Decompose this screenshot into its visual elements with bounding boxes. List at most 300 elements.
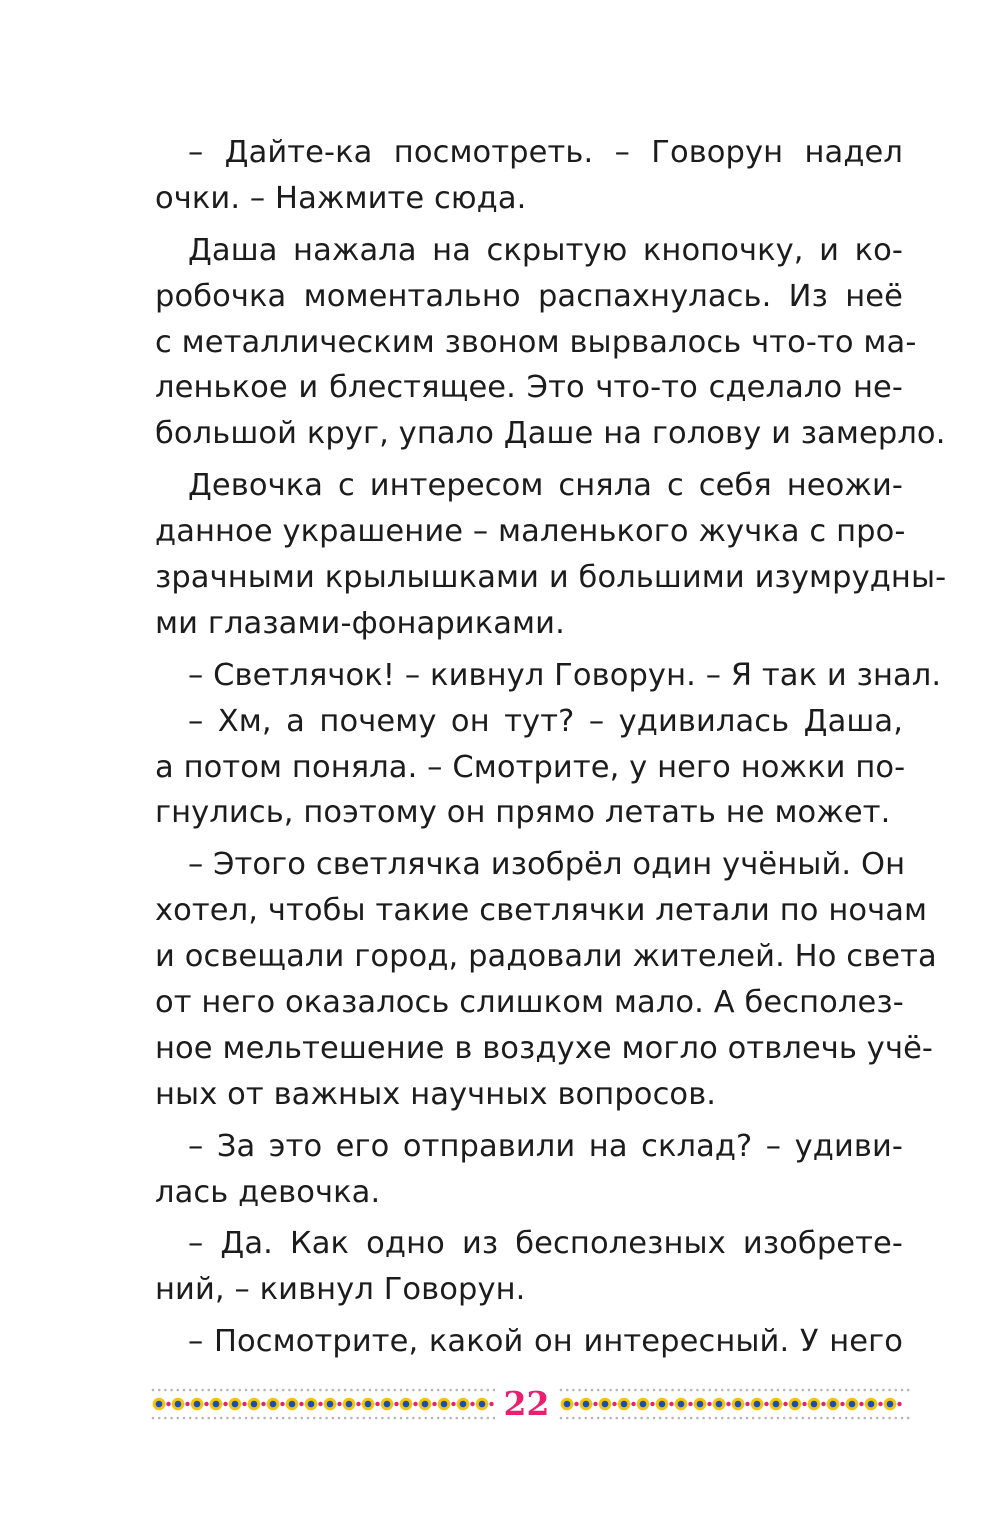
ornament-dot [318,1402,322,1406]
ornament-center [792,1401,799,1408]
ornament-dot [851,1417,854,1420]
ornament-dot [795,1389,798,1392]
ornament-dot [288,1389,291,1392]
ornament-dot [650,1402,654,1406]
ornament-dot [659,1389,662,1392]
ornament-dot [356,1402,360,1406]
text-line: – Да. Как одно из бесполезных изобрете- [188,1226,903,1262]
text-line: робочка моментально распахнулась. Из неё [155,278,903,314]
page-text [155,130,947,1365]
ornament-dot [585,1389,588,1392]
ornament-dot [152,1417,155,1420]
ornament-dot [864,1389,867,1392]
text-line: – Посмотрите, какой он интересный. У него [188,1324,903,1360]
ornament-dot [319,1389,322,1392]
ornament-dot [851,1389,854,1392]
ornament-center [422,1401,429,1408]
ornament-dot [158,1417,161,1420]
ornament-center [441,1401,448,1408]
ornament-dot [820,1417,823,1420]
ornament-dot [859,1402,863,1406]
ornament-dot [158,1389,161,1392]
ornament-dot [325,1417,328,1420]
text-line: ний, – кивнул Говорун. [155,1272,526,1308]
ornament-dot [578,1417,581,1420]
ornament-dot [864,1417,867,1420]
ornament-dot [745,1402,749,1406]
ornament-center [365,1401,372,1408]
ornament-dot [356,1417,359,1420]
ornament-dot [301,1389,304,1392]
ornament-dot [585,1417,588,1420]
ornament-dot [609,1417,612,1420]
ornament-dot [833,1389,836,1392]
ornament-dot [882,1389,885,1392]
ornament-dot [387,1389,390,1392]
ornament-center [678,1401,685,1408]
ornament-dot [678,1417,681,1420]
ornament-dot [901,1417,904,1420]
ornament-dot [609,1389,612,1392]
text-line: ми глазами-фонариками. [155,605,565,641]
ornament-dot [204,1402,208,1406]
ornament-dot [665,1389,668,1392]
ornament-dot [381,1417,384,1420]
ornament-dot [684,1389,687,1392]
ornament-dot [758,1417,761,1420]
ornament-dot [270,1417,273,1420]
ornament-dot [400,1417,403,1420]
ornament-dot [270,1389,273,1392]
ornament-center [849,1401,856,1408]
ornament-dot [783,1417,786,1420]
ornament-dot [802,1417,805,1420]
ornament-dot [451,1402,455,1406]
ornament-dot [709,1389,712,1392]
ornament-dot [487,1389,490,1392]
text-line: лась девочка. [155,1174,381,1210]
ornament-dot [220,1389,223,1392]
ornament-dot [707,1402,711,1406]
ornament-dot [752,1417,755,1420]
text-line: Девочка с интересом сняла с себя неожи- [188,468,903,504]
ornament-dot [895,1389,898,1392]
ornament-dot [715,1417,718,1420]
ornament-dot [690,1389,693,1392]
ornament-dot [164,1389,167,1392]
ornament-dot [425,1389,428,1392]
ornament-dot [418,1417,421,1420]
text-line: зрачными крылышками и большими изумрудны- [155,560,947,596]
ornament-dot [665,1417,668,1420]
ornament-dot [489,1402,493,1406]
ornament-dot [239,1389,242,1392]
dot-ornament-left [150,1386,495,1422]
ornament-dot [369,1389,372,1392]
ornament-center [156,1401,163,1408]
ornament-dot [783,1402,787,1406]
ornament-center [716,1401,723,1408]
ornament-dot [214,1389,217,1392]
ornament-dot [185,1402,189,1406]
ornament-dot [659,1417,662,1420]
text-line: – Светлячок! – кивнул Говорун. – Я так и знал. [188,657,942,693]
ornament-dot [201,1417,204,1420]
ornament-dot [777,1389,780,1392]
text-line: с металлическим звоном вырвалось что-то ма- [155,324,917,360]
ornament-center [602,1401,609,1408]
ornament-dot [647,1389,650,1392]
ornament-dot [437,1389,440,1392]
ornament-dot [721,1417,724,1420]
ornament-dot [294,1389,297,1392]
ornament-dot [789,1389,792,1392]
ornament-center [754,1401,761,1408]
ornament-center [327,1401,334,1408]
ornament-dot [634,1417,637,1420]
ornament-dot [603,1417,606,1420]
ornament-dot [375,1417,378,1420]
ornament-dot [795,1417,798,1420]
ornament-center [697,1401,704,1408]
page-number: 22 [503,1384,550,1423]
ornament-dot [375,1402,379,1406]
text-line: – Этого светлячка изобрёл один учёный. Он [188,847,906,883]
ornament-dot [214,1417,217,1420]
ornament-dot [597,1389,600,1392]
ornament-dot [350,1417,353,1420]
ornament-dot [245,1389,248,1392]
ornament-center [175,1401,182,1408]
ornament-dot [840,1402,844,1406]
ornament-dot [895,1417,898,1420]
ornament-dot [733,1417,736,1420]
ornament-dot [783,1389,786,1392]
ornament-dot [572,1417,575,1420]
ornament-dot [394,1417,397,1420]
ornament-dot [288,1417,291,1420]
text-line: а потом поняла. – Смотрите, у него ножки по- [155,749,906,785]
text-line: – Дайте-ка посмотреть. – Говорун надел [188,135,903,170]
ornament-dot [640,1417,643,1420]
ornament-dot [593,1402,597,1406]
ornament-dot [808,1417,811,1420]
ornament-center [308,1401,315,1408]
ornament-dot [257,1417,260,1420]
ornament-dot [647,1417,650,1420]
ornament-dot [263,1417,266,1420]
ornament-dot [752,1389,755,1392]
ornament-dot [337,1402,341,1406]
ornament-dot [566,1389,569,1392]
ornament-dot [907,1389,910,1392]
ornament-dot [413,1402,417,1406]
ornament-dot [758,1389,761,1392]
text-line: хотел, чтобы такие светлячки летали по ночам [155,893,928,929]
ornament-dot [789,1417,792,1420]
text-line: ных от важных научных вопросов. [155,1076,717,1112]
ornament-dot [578,1389,581,1392]
ornament-dot [226,1389,229,1392]
ornament-dot [684,1417,687,1420]
text-line: и освещали город, радовали жителей. Но света [155,939,937,975]
ornament-dot [845,1389,848,1392]
text-line: очки. – Нажмите сюда. [155,180,527,216]
ornament-center [621,1401,628,1408]
ornament-dot [696,1417,699,1420]
ornament-dot [870,1389,873,1392]
ornament-dot [826,1417,829,1420]
ornament-dot [690,1417,693,1420]
ornament-center [868,1401,875,1408]
ornament-dot [443,1417,446,1420]
ornament-dot [640,1389,643,1392]
ornament-center [479,1401,486,1408]
ornament-dot [261,1402,265,1406]
ornament-dot [412,1389,415,1392]
ornament-dot [183,1417,186,1420]
ornament-dot [907,1417,910,1420]
ornament-dot [195,1389,198,1392]
ornament-dot [597,1417,600,1420]
ornament-dot [332,1417,335,1420]
ornament-dot [208,1389,211,1392]
ornament-center [564,1401,571,1408]
text-line: большой круг, упало Даше на голову и замерло. [155,416,946,452]
ornament-dot [727,1389,730,1392]
ornament-center [773,1401,780,1408]
ornament-dot [591,1389,594,1392]
ornament-dot [299,1402,303,1406]
ornament-dot [802,1389,805,1392]
ornament-dot [232,1417,235,1420]
ornament-dot [468,1417,471,1420]
ornament-dot [566,1417,569,1420]
ornament-dot [443,1389,446,1392]
ornament-dot [678,1389,681,1392]
text-line: ленькое и блестящее. Это что-то сделало не- [155,370,903,406]
ornament-dot [702,1417,705,1420]
ornament-dot [740,1389,743,1392]
ornament-dot [839,1417,842,1420]
dot-ornament-right [558,1386,910,1422]
ornament-dot [456,1389,459,1392]
ornament-center [194,1401,201,1408]
ornament-dot [746,1389,749,1392]
ornament-dot [344,1389,347,1392]
ornament-dot [183,1389,186,1392]
page-footer [150,1380,910,1430]
ornament-dot [208,1417,211,1420]
ornament-dot [474,1417,477,1420]
ornament-dot [468,1389,471,1392]
ornament-dot [406,1389,409,1392]
ornament-dot [888,1389,891,1392]
ornament-dot [387,1417,390,1420]
ornament-dot [301,1417,304,1420]
ornament-dot [628,1417,631,1420]
ornament-dot [771,1389,774,1392]
ornament-dot [870,1417,873,1420]
ornament-dot [432,1402,436,1406]
text-line: данное украшение – маленького жучка с про- [155,514,906,550]
ornament-dot [177,1417,180,1420]
ornament-dot [251,1417,254,1420]
ornament-dot [449,1389,452,1392]
ornament-dot [232,1389,235,1392]
ornament-dot [857,1417,860,1420]
ornament-center [346,1401,353,1408]
ornament-dot [431,1417,434,1420]
ornament-dot [307,1417,310,1420]
ornament-dot [449,1417,452,1420]
ornament-dot [325,1389,328,1392]
ornament-dot [425,1417,428,1420]
ornament-dot [170,1417,173,1420]
ornament-dot [332,1389,335,1392]
ornament-dot [474,1389,477,1392]
ornament-dot [826,1389,829,1392]
ornament-dot [338,1389,341,1392]
ornament-dot [487,1417,490,1420]
ornament-dot [726,1402,730,1406]
ornament-center [213,1401,220,1408]
ornament-dot [363,1389,366,1392]
ornament-dot [671,1417,674,1420]
ornament-center [659,1401,666,1408]
ornament-dot [733,1389,736,1392]
ornament-dot [375,1389,378,1392]
text-line: от него оказалось слишком мало. А бесполез- [155,985,904,1021]
ornament-dot [394,1402,398,1406]
ornament-dot [833,1417,836,1420]
ornament-center [735,1401,742,1408]
ornament-dot [616,1417,619,1420]
ornament-dot [802,1402,806,1406]
ornament-dot [876,1417,879,1420]
ornament-dot [628,1389,631,1392]
ornament-dot [344,1417,347,1420]
ornament-dot [669,1402,673,1406]
ornament-dot [412,1417,415,1420]
ornament-dot [480,1389,483,1392]
text-line: – Хм, а почему он тут? – удивилась Даша, [188,703,903,739]
ornament-dot [189,1389,192,1392]
ornament-dot [263,1389,266,1392]
ornament-dot [820,1389,823,1392]
ornament-dot [688,1402,692,1406]
ornament-dot [715,1389,718,1392]
ornament-dot [313,1389,316,1392]
ornament-dot [189,1417,192,1420]
ornament-dot [777,1417,780,1420]
ornament-center [583,1401,590,1408]
ornament-dot [591,1417,594,1420]
ornament-dot [363,1417,366,1420]
ornament-dot [671,1389,674,1392]
ornament-dot [572,1389,575,1392]
ornament-dot [470,1402,474,1406]
ornament-dot [702,1389,705,1392]
ornament-dot [251,1389,254,1392]
ornament-dot [574,1402,578,1406]
ornament-dot [814,1389,817,1392]
ornament-dot [839,1389,842,1392]
ornament-dot [740,1417,743,1420]
ornament-dot [418,1389,421,1392]
ornament-dot [480,1417,483,1420]
ornament-dot [239,1417,242,1420]
ornament-dot [814,1417,817,1420]
ornament-dot [771,1417,774,1420]
ornament-center [830,1401,837,1408]
ornament-dot [350,1389,353,1392]
ornament-dot [406,1417,409,1420]
ornament-dot [560,1417,563,1420]
ornament-dot [394,1389,397,1392]
ornament-center [811,1401,818,1408]
ornament-dot [276,1389,279,1392]
ornament-dot [381,1389,384,1392]
ornament-center [232,1401,239,1408]
ornament-dot [282,1417,285,1420]
ornament-dot [631,1402,635,1406]
ornament-center [270,1401,277,1408]
ornament-dot [634,1389,637,1392]
ornament-dot [721,1389,724,1392]
ornament-dot [282,1389,285,1392]
ornament-dot [226,1417,229,1420]
ornament-dot [220,1417,223,1420]
ornament-dot [338,1417,341,1420]
ornament-dot [888,1417,891,1420]
ornament-dot [245,1417,248,1420]
text-line: ное мельтешение в воздухе могло отвлечь учё- [155,1030,934,1066]
text-line: гнулись, поэтому он прямо летать не может. [155,795,891,831]
ornament-dot [857,1389,860,1392]
ornament-dot [456,1417,459,1420]
ornament-dot [462,1417,465,1420]
ornament-dot [307,1389,310,1392]
ornament-dot [897,1402,901,1406]
ornament-dot [764,1402,768,1406]
ornament-dot [437,1417,440,1420]
ornament-dot [616,1389,619,1392]
text-line: – За это его отправили на склад? – удиви- [188,1128,903,1164]
ornament-dot [462,1389,465,1392]
ornament-dot [152,1389,155,1392]
ornament-center [289,1401,296,1408]
ornament-dot [709,1417,712,1420]
ornament-dot [901,1389,904,1392]
ornament-dot [878,1402,882,1406]
ornament-dot [603,1389,606,1392]
ornament-dot [319,1417,322,1420]
ornament-dot [313,1417,316,1420]
text-line: Даша нажала на скрытую кнопочку, и ко- [188,232,903,268]
ornament-dot [223,1402,227,1406]
ornament-dot [764,1389,767,1392]
ornament-dot [696,1389,699,1392]
ornament-dot [882,1417,885,1420]
ornament-dot [166,1402,170,1406]
ornament-dot [653,1389,656,1392]
ornament-dot [845,1417,848,1420]
ornament-dot [177,1389,180,1392]
ornament-dot [612,1402,616,1406]
ornament-dot [356,1389,359,1392]
ornament-dot [622,1417,625,1420]
